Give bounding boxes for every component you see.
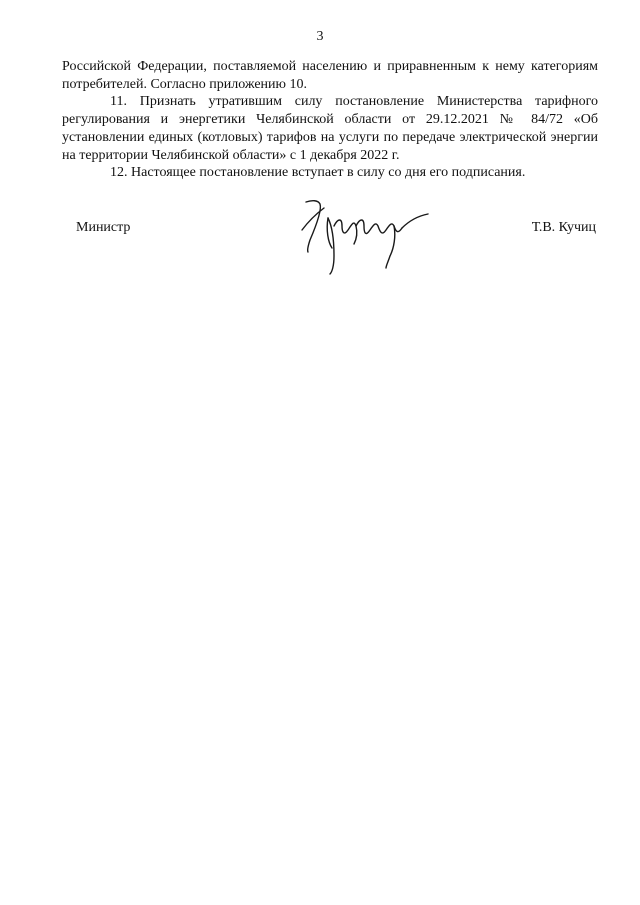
signature-block: [0, 196, 640, 286]
paragraph-continuation: Российской Федерации, поставляемой населению и приравненным к нему категориям потребителей. Согласно приложению 10.: [62, 59, 598, 92]
handwritten-signature: [298, 196, 432, 278]
signatory-title: Министр: [76, 220, 131, 235]
paragraph-11: 11. Признать утратившим силу постановление Министерства тарифного регулирования и энергетики Челябинской области от 29.12.2021 № 84/72 «Об установлении единых (котловых) тарифов на услуги по передаче электрической энергии на территории Челябинской области» с 1 декабря 2022 г.: [62, 94, 598, 163]
paragraph-12: 12. Настоящее постановление вступает в силу со дня его подписания.: [110, 165, 526, 181]
document-body: [62, 58, 598, 182]
signatory-name: Т.В. Кучиц: [531, 220, 596, 235]
page-number: 3: [316, 29, 324, 44]
